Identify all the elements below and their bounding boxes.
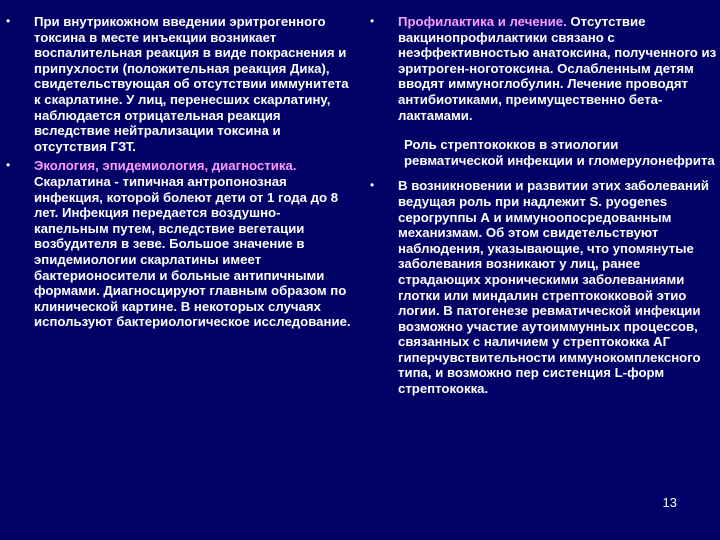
bullet-item-dick-reaction bbox=[6, 14, 351, 154]
bullet-item-prevention bbox=[370, 14, 718, 123]
bullet-icon: • bbox=[6, 158, 11, 173]
bullet-icon: • bbox=[370, 14, 375, 28]
bullet-icon: • bbox=[6, 14, 11, 28]
ecology-paragraph bbox=[34, 158, 351, 330]
bullet-item-ecology bbox=[6, 158, 351, 330]
ecology-text: Скарлатина - типичная антропонозная инфекция, которой болеют дети от 1 года до 8 лет. Инфекция передается воздушно-капельным путем, вследствие вегетации возбудителя в зеве. Большое значение в эпидемиологии скарлатины имеет бактерионосители и больные антипичными формами. Диагносцируют главным образом по клинической картине. В некоторых случаях используют бактериологическое исследование. bbox=[34, 173, 351, 330]
section-subheading: Роль стрептококков в этиологии ревматической инфекции и гломерулонефрита bbox=[404, 137, 715, 168]
pathogenesis-paragraph: В возникновении и развитии этих заболеваний ведущая роль при надлежит S. pyogenes серогруппы А и иммуноопосредованным механизмам. Об этом свидетельствуют наблюдения, указывающие, что упомянутые заболевания возникают у лиц, ранее страдающих хроническими заболеваниями глотки или миндалин стрептококковой этио логии. В патогенезе ревматической инфекции возможно участие аутоиммунных процессов, связанных с наличием у стрептококка АГ гиперчувствительности иммунокомплексного типа, и возможно пер систенция L-форм стрептококка. bbox=[398, 178, 710, 397]
dick-reaction-paragraph: При внутрикожном введении эритрогенного токсина в месте инъекции возникает воспалительная реакция в виде покраснения и припухлости (положительная реакция Дика), свидетельствующая об отсутствии иммунитета к скарлатине. У лиц, перенесших скарлатину, наблюдается отрицательная реакция вследствие нейтрализации токсина и отсутствия ГЗТ. bbox=[34, 14, 349, 154]
right-column bbox=[370, 14, 718, 397]
bullet-item-pathogenesis bbox=[370, 178, 718, 396]
prevention-heading: Профилактика и лечение. bbox=[398, 14, 567, 29]
prevention-text: Отсутствие вакцинопрофилактики связано с неэффективностью анатоксина, полученного из эритроген-ноготоксина. Ослабленным детям вводят иммуноглобулин. Лечение проводят антибиотиками, преимущественно бета-лактамами. bbox=[398, 14, 717, 123]
prevention-paragraph bbox=[398, 14, 718, 123]
left-column bbox=[6, 14, 351, 330]
ecology-heading: Экология, эпидемиология, диагностика. bbox=[34, 158, 297, 174]
page-number: 13 bbox=[662, 495, 677, 510]
bullet-icon: • bbox=[370, 178, 375, 193]
